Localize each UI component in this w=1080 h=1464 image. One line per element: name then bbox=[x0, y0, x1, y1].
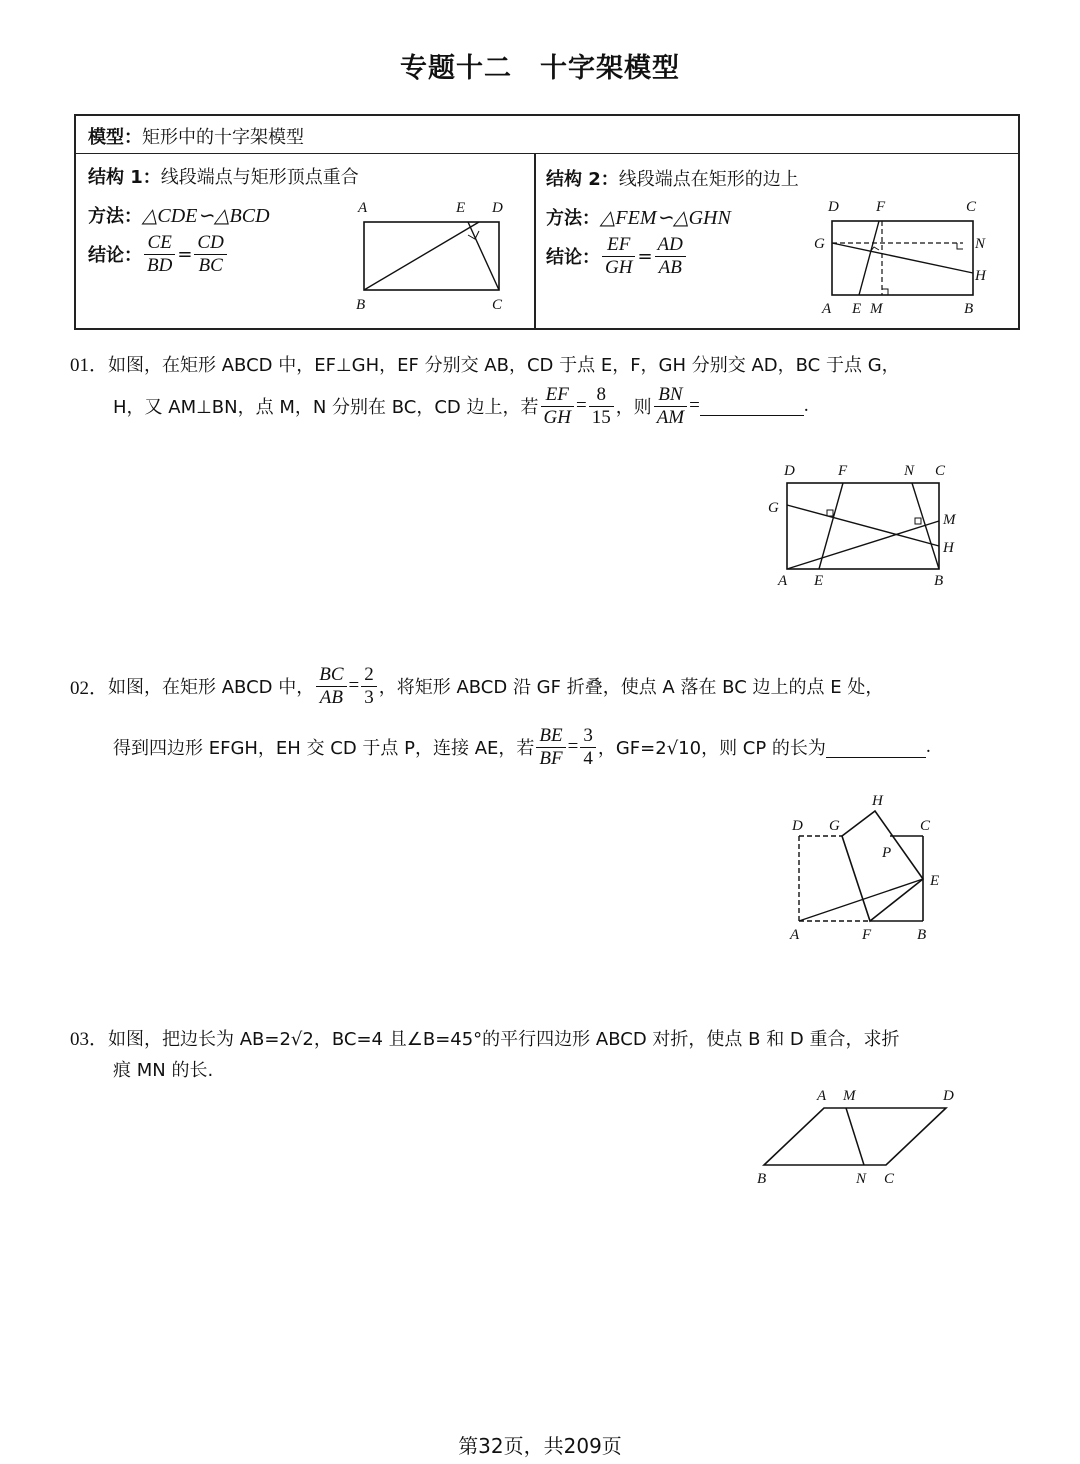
question-text-line2a: 得到四边形 EFGH，EH 交 CD 于点 P，连接 AE，若 bbox=[113, 738, 535, 760]
model-heading-row bbox=[76, 116, 1018, 154]
frac-denominator: AM bbox=[656, 406, 685, 428]
segment-am bbox=[787, 521, 939, 569]
frac-numerator: 2 bbox=[361, 664, 377, 687]
fraction-3-4 bbox=[580, 725, 596, 770]
crease-mn bbox=[846, 1108, 864, 1165]
structure1-method-label: 方法： bbox=[88, 206, 142, 227]
frac-denominator: GH bbox=[605, 256, 633, 278]
label-b: B bbox=[934, 573, 944, 589]
label-f: F bbox=[876, 199, 886, 215]
question-02-line2 bbox=[113, 725, 1033, 770]
frac-denominator: 4 bbox=[583, 747, 593, 769]
structure2-frac1 bbox=[602, 234, 635, 279]
box-divider bbox=[534, 154, 536, 330]
label-b: B bbox=[356, 297, 366, 313]
frac-numerator: BN bbox=[654, 384, 687, 407]
page-title bbox=[0, 46, 1080, 85]
answer-blank[interactable] bbox=[700, 396, 804, 416]
question-number: 02． bbox=[70, 677, 109, 699]
frac-numerator: EF bbox=[602, 234, 635, 257]
structure1-frac2 bbox=[194, 232, 226, 277]
segment-ae bbox=[799, 879, 923, 921]
topic-title: 十字架模型 bbox=[540, 53, 680, 84]
structure1-conclusion bbox=[88, 232, 229, 277]
label-a: A bbox=[358, 200, 368, 216]
question-text-line1: 如图，把边长为 AB=2√2，BC=4 且∠B=45°的平行四边形 ABCD 对折，使点 B 和 D 重合，求折 bbox=[108, 1029, 900, 1050]
question-03-line2 bbox=[113, 1056, 1013, 1082]
structure1-method bbox=[88, 202, 270, 228]
frac-denominator: GH bbox=[543, 406, 571, 428]
frac-denominator: BC bbox=[198, 254, 223, 276]
label-a: A bbox=[822, 301, 832, 317]
question-02-figure bbox=[782, 790, 952, 950]
equals-sign: = bbox=[567, 736, 579, 758]
frac-numerator: 3 bbox=[580, 725, 596, 748]
label-p: P bbox=[882, 845, 892, 861]
structure2-method-text: △FEM∽△GHN bbox=[600, 207, 731, 229]
frac-denominator: BF bbox=[539, 747, 563, 769]
question-03 bbox=[70, 1024, 1030, 1051]
fraction-bc-ab bbox=[316, 664, 346, 709]
fraction-2-3 bbox=[361, 664, 377, 709]
structure2-method-label: 方法： bbox=[546, 208, 600, 229]
structure1-figure bbox=[346, 194, 516, 314]
structure1-frac1 bbox=[144, 232, 175, 277]
structure2-conclusion bbox=[546, 234, 688, 279]
label-h: H bbox=[975, 268, 986, 284]
label-d: D bbox=[492, 200, 503, 216]
structure2-desc: 线段端点在矩形的边上 bbox=[618, 169, 799, 190]
structure1-label: 结构 1： bbox=[88, 167, 161, 188]
label-c: C bbox=[935, 463, 946, 479]
fraction-8-15 bbox=[589, 384, 614, 429]
label-e: E bbox=[814, 573, 824, 589]
label-m: M bbox=[870, 301, 883, 317]
label-e: E bbox=[930, 873, 940, 889]
question-01-figure bbox=[760, 458, 970, 598]
frac-numerator: 8 bbox=[589, 384, 614, 407]
diagonal-bd bbox=[364, 222, 479, 290]
label-g: G bbox=[829, 818, 840, 834]
model-heading-text: 矩形中的十字架模型 bbox=[142, 127, 304, 148]
question-text-line1: 如图，在矩形 ABCD 中，EF⊥GH，EF 分别交 AB，CD 于点 E，F，GH 分别交 AD，BC 于点 G， bbox=[108, 355, 900, 376]
fraction-bn-am bbox=[654, 384, 687, 429]
model-box bbox=[74, 114, 1020, 330]
label-b: B bbox=[757, 1171, 767, 1187]
quadrilateral-ghef bbox=[842, 811, 923, 921]
structure2-frac2 bbox=[655, 234, 686, 279]
label-b: B bbox=[917, 927, 927, 943]
label-c: C bbox=[920, 818, 931, 834]
model-heading-label: 模型： bbox=[88, 127, 142, 148]
frac-denominator: 3 bbox=[364, 686, 374, 708]
label-n: N bbox=[975, 236, 986, 252]
label-a: A bbox=[817, 1088, 827, 1104]
label-h: H bbox=[872, 793, 883, 809]
fraction-be-bf bbox=[536, 725, 565, 770]
question-02 bbox=[70, 664, 1030, 709]
structure2-title bbox=[546, 165, 799, 191]
label-d: D bbox=[943, 1088, 954, 1104]
right-angle-mark-m bbox=[882, 289, 888, 295]
frac-numerator: AD bbox=[655, 234, 686, 257]
right-angle-mark-1 bbox=[827, 510, 833, 516]
structure1-title bbox=[88, 163, 359, 189]
label-g: G bbox=[768, 500, 779, 516]
question-text-line2: 痕 MN 的长. bbox=[113, 1060, 214, 1081]
frac-numerator: BC bbox=[316, 664, 346, 687]
frac-denominator: BD bbox=[147, 254, 173, 276]
label-e: E bbox=[852, 301, 862, 317]
structure1-desc: 线段端点与矩形顶点重合 bbox=[160, 167, 359, 188]
equals-sign: = bbox=[637, 245, 653, 267]
segment-ef bbox=[859, 221, 879, 295]
label-d: D bbox=[828, 199, 839, 215]
frac-numerator: CE bbox=[144, 232, 175, 255]
structure2-method bbox=[546, 204, 731, 230]
equals-sign: = bbox=[177, 243, 193, 265]
label-m: M bbox=[943, 512, 956, 528]
segment-gh bbox=[787, 505, 939, 546]
label-a: A bbox=[790, 927, 800, 943]
question-text-line2b: ，GF=2√10，则 CP 的长为 bbox=[597, 738, 826, 760]
label-e: E bbox=[456, 200, 466, 216]
label-g: G bbox=[814, 236, 825, 252]
structure2-conclusion-label: 结论： bbox=[546, 247, 600, 269]
frac-numerator: BE bbox=[536, 725, 565, 748]
label-n: N bbox=[856, 1171, 867, 1187]
segment-gh bbox=[832, 243, 973, 273]
label-c: C bbox=[884, 1171, 895, 1187]
label-c: C bbox=[492, 297, 503, 313]
label-b: B bbox=[964, 301, 974, 317]
frac-numerator: EF bbox=[541, 384, 574, 407]
question-text-line2: H，又 AM⊥BN，点 M，N 分别在 BC，CD 边上，若 bbox=[113, 397, 539, 419]
answer-blank[interactable] bbox=[826, 736, 926, 758]
label-a: A bbox=[778, 573, 788, 589]
label-c: C bbox=[966, 199, 977, 215]
question-01-line2 bbox=[113, 384, 1013, 429]
model-heading bbox=[88, 123, 304, 149]
question-01 bbox=[70, 350, 1030, 377]
structure1-method-text: △CDE∽△BCD bbox=[142, 205, 270, 227]
structure2-label: 结构 2： bbox=[546, 169, 619, 190]
topic-number: 专题十二 bbox=[400, 53, 512, 84]
right-angle-mark-2 bbox=[915, 518, 921, 524]
frac-denominator: AB bbox=[658, 256, 682, 278]
frac-numerator: CD bbox=[194, 232, 226, 255]
frac-denominator: 15 bbox=[591, 406, 611, 428]
equals-sign: = bbox=[575, 395, 587, 417]
frac-denominator: AB bbox=[319, 686, 343, 708]
question-number: 01． bbox=[70, 355, 109, 376]
equals-sign: = bbox=[348, 675, 360, 697]
label-d: D bbox=[784, 463, 795, 479]
question-text-line1a: 如图，在矩形 ABCD 中， bbox=[108, 677, 315, 699]
label-f: F bbox=[838, 463, 848, 479]
question-text-then: ，则 bbox=[615, 397, 652, 419]
segment-ce bbox=[468, 222, 499, 290]
structure1-conclusion-label: 结论： bbox=[88, 245, 142, 267]
fraction-ef-gh bbox=[541, 384, 574, 429]
question-text-line1b: ，将矩形 ABCD 沿 GF 折叠，使点 A 落在 BC 边上的点 E 处， bbox=[378, 677, 884, 699]
question-number: 03． bbox=[70, 1029, 109, 1050]
period: . bbox=[803, 395, 809, 417]
segment-ef bbox=[819, 483, 843, 569]
page-footer: 第32页，共209页 bbox=[458, 1434, 622, 1458]
label-f: F bbox=[862, 927, 872, 943]
question-03-figure bbox=[750, 1080, 970, 1190]
label-n: N bbox=[904, 463, 915, 479]
label-m: M bbox=[843, 1088, 856, 1104]
label-h: H bbox=[943, 540, 954, 556]
segment-bn bbox=[912, 483, 939, 569]
equals-sign: = bbox=[689, 395, 700, 417]
label-d: D bbox=[792, 818, 803, 834]
period: . bbox=[925, 736, 931, 758]
structure2-figure bbox=[812, 198, 1002, 328]
right-angle-mark-n bbox=[957, 243, 963, 249]
